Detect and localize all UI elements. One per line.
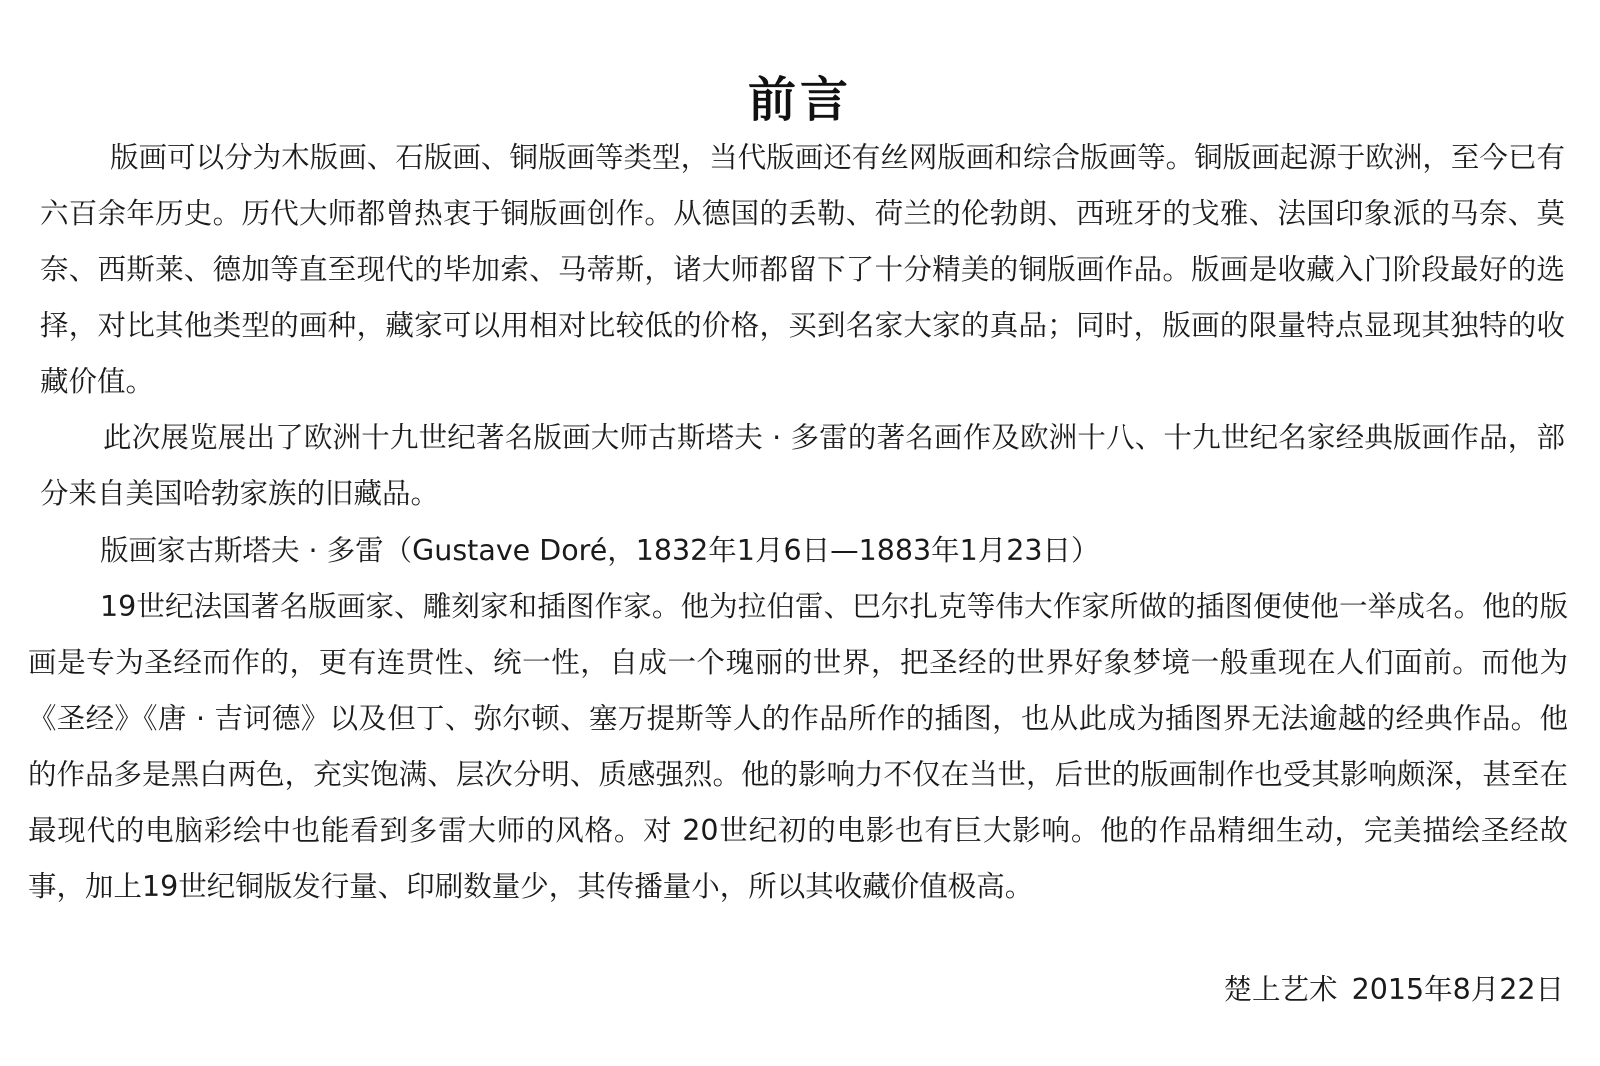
paragraph-exhibition: 此次展览展出了欧洲十九世纪著名版画大师古斯塔夫 · 多雷的著名画作及欧洲十八、十九世纪名家经典版画作品，部分来自美国哈勃家族的旧藏品。 [40,421,1565,510]
paragraph-artist-heading: 版画家古斯塔夫 · 多雷（Gustave Doré，1832年1月6日—1883年1月23日） [100,534,1100,567]
paragraph-printmaking-intro: 版画可以分为木版画、石版画、铜版画等类型，当代版画还有丝网版画和综合版画等。铜版画起源于欧洲，至今已有六百余年历史。历代大师都曾热衷于铜版画创作。从德国的丢勒、荷兰的伦勃朗、西班牙的戈雅、法国印象派的马奈、莫奈、西斯莱、德加等直至现代的毕加索、马蒂斯，诸大师都留下了十分精美的铜版画作品。版画是收藏入门阶段最好的选择，对比其他类型的画种，藏家可以用相对比较低的价格，买到名家大家的真品；同时，版画的限量特点显现其独特的收藏价值。 [40,141,1565,398]
page-title: 前言 [747,72,852,129]
signature-author: 楚上艺术 [1223,973,1338,1006]
signature-date: 2015年8月22日 [1351,973,1564,1006]
paragraph-artist-bio: 19世纪法国著名版画家、雕刻家和插图作家。他为拉伯雷、巴尔扎克等伟大作家所做的插图便使他一举成名。他的版画是专为圣经而作的，更有连贯性、统一性，自成一个瑰丽的世界，把圣经的世界好象梦境一般重现在人们面前。而他为《圣经》《唐 · 吉诃德》以及但丁、弥尔顿、塞万提斯等人的作品所作的插图，也从此成为插图界无法逾越的经典作品。他的作品多是黑白两色，充实饱满、层次分明、质感强烈。他的影响力不仅在当世，后世的版画制作也受其影响颇深，甚至在最现代的电脑彩绘中也能看到多雷大师的风格。对 20世纪初的电影也有巨大影响。他的作品精细生动，完美描绘圣经故事，加上19世纪铜版发行量、印刷数量少，其传播量小，所以其收藏价值极高。 [28,590,1568,903]
signature [1224,962,1564,1018]
